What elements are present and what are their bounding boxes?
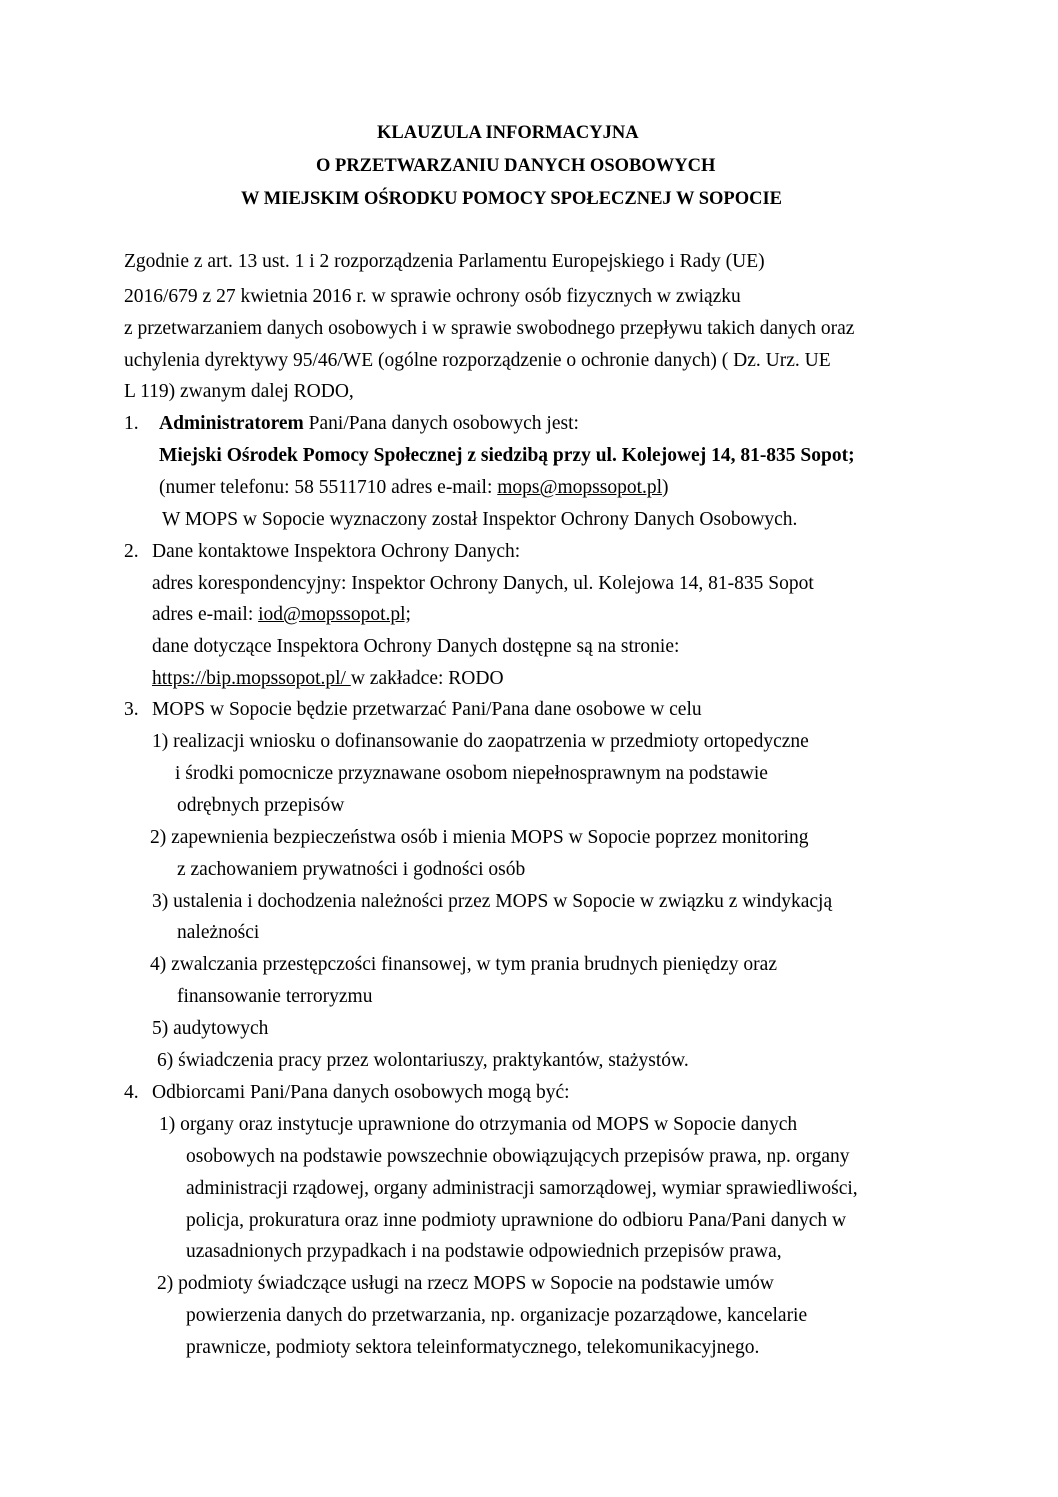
iod-email-line bbox=[152, 603, 411, 627]
recipient-item-cont: powierzenia danych do przetwarzania, np. organizacje pozarządowe, kancelarie bbox=[186, 1305, 808, 1326]
administrator-label: Administratorem bbox=[159, 413, 304, 434]
iod-email-link[interactable]: iod@mopssopot.pl; bbox=[258, 604, 411, 625]
recipient-item-cont: policja, prokuratura oraz inne podmioty uprawnione do odbioru Pana/Pani danych w bbox=[186, 1210, 847, 1231]
iod-note: W MOPS w Sopocie wyznaczony został Inspektor Ochrony Danych Osobowych. bbox=[162, 509, 798, 530]
title-line-3: W MIEJSKIM OŚRODKU POMOCY SPOŁECZNEJ W SOPOCIE bbox=[241, 189, 783, 209]
recipient-item-cont: osobowych na podstawie powszechnie obowiązujących przepisów prawa, np. organy bbox=[186, 1146, 850, 1167]
bip-url-link[interactable]: https://bip.mopssopot.pl/ bbox=[152, 668, 351, 689]
title-line-1: KLAUZULA INFORMACYJNA bbox=[377, 123, 639, 143]
section-1-heading bbox=[159, 412, 579, 436]
recipient-item-cont: prawnicze, podmioty sektora teleinformatycznego, telekomunikacyjnego. bbox=[186, 1337, 760, 1358]
contact-text: (numer telefonu: 58 5511710 adres e-mail: bbox=[159, 477, 498, 498]
section-3-number: 3. bbox=[124, 699, 139, 720]
section-2-number: 2. bbox=[124, 541, 139, 562]
purpose-item: 5) audytowych bbox=[152, 1018, 269, 1039]
recipient-item-cont: uzasadnionych przypadkach i na podstawie odpowiednich przepisów prawa, bbox=[186, 1241, 782, 1262]
section-2-heading: Dane kontaktowe Inspektora Ochrony Danych: bbox=[152, 541, 521, 562]
purpose-item-cont: i środki pomocnicze przyznawane osobom niepełnosprawnym na podstawie bbox=[175, 763, 768, 784]
purpose-item: 6) świadczenia pracy przez wolontariuszy, praktykantów, stażystów. bbox=[157, 1050, 689, 1071]
recipient-item-cont: administracji rządowej, organy administracji samorządowej, wymiar sprawiedliwości, bbox=[186, 1178, 858, 1199]
section-3-heading: MOPS w Sopocie będzie przetwarzać Pani/Pana dane osobowe w celu bbox=[152, 699, 702, 720]
administrator-contact bbox=[159, 476, 669, 500]
intro-line: 2016/679 z 27 kwietnia 2016 r. w sprawie ochrony osób fizycznych w związku bbox=[124, 286, 741, 307]
intro-line: Zgodnie z art. 13 ust. 1 i 2 rozporządzenia Parlamentu Europejskiego i Rady (UE) bbox=[124, 251, 765, 272]
title-line-2: O PRZETWARZANIU DANYCH OSOBOWYCH bbox=[316, 156, 716, 176]
recipient-item: 1) organy oraz instytucje uprawnione do otrzymania od MOPS w Sopocie danych bbox=[159, 1114, 798, 1135]
intro-line: uchylenia dyrektywy 95/46/WE (ogólne rozporządzenie o ochronie danych) ( Dz. Urz. UE bbox=[124, 350, 831, 371]
recipient-item: 2) podmioty świadczące usługi na rzecz MOPS w Sopocie na podstawie umów bbox=[157, 1273, 774, 1294]
mops-email-link[interactable]: mops@mopssopot.pl bbox=[497, 477, 663, 498]
section-4-number: 4. bbox=[124, 1082, 139, 1103]
purpose-item: 2) zapewnienia bezpieczeństwa osób i mienia MOPS w Sopocie poprzez monitoring bbox=[150, 827, 809, 848]
purpose-item-cont: należności bbox=[177, 922, 260, 943]
purpose-item-cont: z zachowaniem prywatności i godności osób bbox=[177, 859, 526, 880]
iod-details: dane dotyczące Inspektora Ochrony Danych dostępne są na stronie: bbox=[152, 636, 680, 657]
iod-address: adres korespondencyjny: Inspektor Ochrony Danych, ul. Kolejowa 14, 81-835 Sopot bbox=[152, 573, 814, 594]
purpose-item: 4) zwalczania przestępczości finansowej, w tym prania brudnych pieniędzy oraz bbox=[150, 954, 777, 975]
section-1-number: 1. bbox=[124, 413, 139, 434]
contact-close: ) bbox=[662, 477, 669, 498]
iod-url-line bbox=[152, 667, 504, 691]
iod-email-label: adres e-mail: bbox=[152, 604, 259, 625]
intro-line: L 119) zwanym dalej RODO, bbox=[124, 381, 354, 402]
url-tab-note: w zakładce: RODO bbox=[350, 668, 504, 689]
purpose-item-cont: odrębnych przepisów bbox=[177, 795, 345, 816]
purpose-item: 1) realizacji wniosku o dofinansowanie do zaopatrzenia w przedmioty ortopedyczne bbox=[152, 731, 809, 752]
administrator-heading-rest: Pani/Pana danych osobowych jest: bbox=[303, 413, 579, 434]
section-4-heading: Odbiorcami Pani/Pana danych osobowych mogą być: bbox=[152, 1082, 570, 1103]
administrator-name: Miejski Ośrodek Pomocy Społecznej z siedzibą przy ul. Kolejowej 14, 81-835 Sopot; bbox=[159, 445, 855, 466]
purpose-item-cont: finansowanie terroryzmu bbox=[177, 986, 373, 1007]
purpose-item: 3) ustalenia i dochodzenia należności przez MOPS w Sopocie w związku z windykacją bbox=[152, 891, 833, 912]
intro-line: z przetwarzaniem danych osobowych i w sprawie swobodnego przepływu takich danych oraz bbox=[124, 318, 855, 339]
